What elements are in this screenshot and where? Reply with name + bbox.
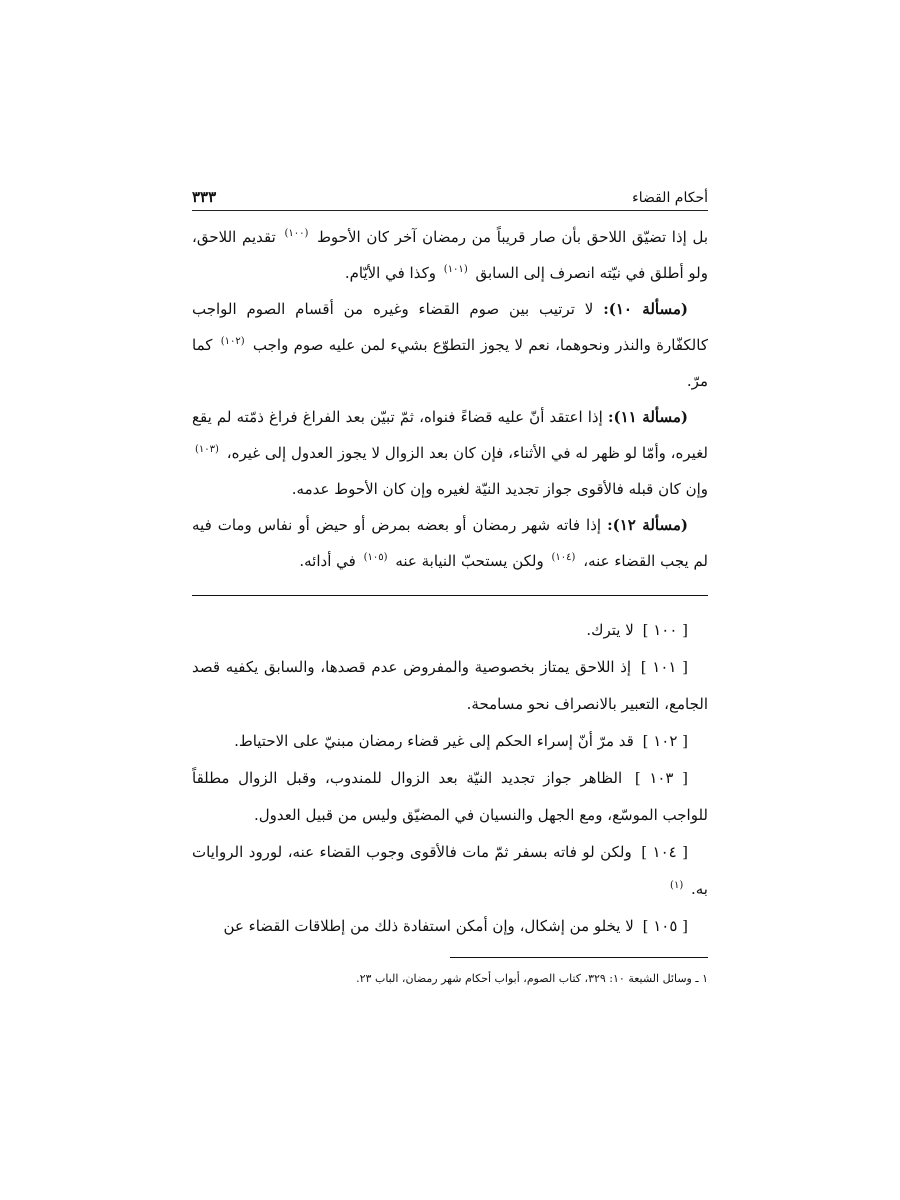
note-ref-105[interactable]: (١٠٥) bbox=[363, 552, 388, 563]
note-text: إذ اللاحق يمتاز بخصوصية والمفروض عدم قصدها، والسابق يكفيه قصد الجامع، التعبير بالانصراف نحو مسامحة. bbox=[192, 658, 708, 713]
question-12-label: (مسألة ١٢): bbox=[607, 516, 688, 534]
question-11 bbox=[192, 399, 708, 507]
footnote-ref-1[interactable]: (١) bbox=[670, 880, 684, 891]
book-page bbox=[192, 180, 708, 988]
note-text: ولكن لو فاته بسفر ثمّ مات فالأقوى وجوب القضاء عنه، لورود الروايات به. bbox=[192, 843, 708, 898]
footnote-divider bbox=[450, 957, 708, 958]
note-102 bbox=[192, 723, 708, 760]
page-number: ٣٣٣ bbox=[192, 188, 217, 206]
note-number: [ ١٠٠ ] bbox=[642, 621, 688, 639]
question-10-label: (مسألة ١٠): bbox=[603, 300, 688, 318]
note-number: [ ١٠٢ ] bbox=[642, 732, 688, 750]
note-103 bbox=[192, 760, 708, 834]
note-text: الظاهر جواز تجديد النيّة بعد الزوال للمندوب، وقبل الزوال مطلقاً للواجب الموسّع، ومع الجهل والنسيان في المضيّق وليس من قبيل العدول. bbox=[192, 769, 708, 824]
commentary-notes bbox=[192, 612, 708, 945]
note-ref-103[interactable]: (١٠٣) bbox=[195, 444, 219, 455]
note-ref-104[interactable]: (١٠٤) bbox=[551, 552, 576, 563]
question-11-text-1: إذا اعتقد أنّ عليه قضاءً فنواه، ثمّ تبيّن بعد الفراغ فراغ ذمّته لم يقع لغيره، وأمّا لو ظهر له في الأثناء، فإن كان بعد الزوال لا يجوز العدول إلى غيره، bbox=[192, 408, 708, 462]
note-105 bbox=[192, 908, 708, 945]
note-104 bbox=[192, 834, 708, 908]
note-100 bbox=[192, 612, 708, 649]
intro-text-1: بل إذا تضيّق اللاحق بأن صار قريباً من رمضان آخر كان الأحوط bbox=[317, 228, 708, 246]
note-ref-100[interactable]: (١٠٠) bbox=[284, 228, 309, 239]
intro-text-3: وكذا في الأيّام. bbox=[344, 264, 436, 282]
note-number: [ ١٠٥ ] bbox=[642, 917, 688, 935]
note-number: [ ١٠٣ ] bbox=[634, 769, 688, 787]
notes-divider bbox=[192, 595, 708, 596]
note-text: قد مرّ أنّ إسراء الحكم إلى غير قضاء رمضان مبنيّ على الاحتياط. bbox=[234, 732, 634, 750]
chapter-title: أحكام القضاء bbox=[632, 190, 708, 206]
intro-text-2: تقديم اللاحق، ولو أطلق في نيّته انصرف إلى السابق bbox=[192, 228, 708, 282]
intro-paragraph bbox=[192, 219, 708, 291]
question-11-label: (مسألة ١١): bbox=[607, 408, 689, 426]
note-text: لا يترك. bbox=[586, 621, 634, 639]
question-10-text-1: لا ترتيب بين صوم القضاء وغيره من أقسام الصوم الواجب كالكفّارة والنذر ونحوهما، نعم لا يجوز التطوّع بشيء لمن عليه صوم واجب bbox=[192, 300, 708, 354]
question-12-text-3: في أدائه. bbox=[299, 552, 356, 570]
question-11-text-2: وإن كان قبله فالأقوى جواز تجديد النيّة لغيره وإن كان الأحوط عدمه. bbox=[291, 480, 708, 498]
note-ref-101[interactable]: (١٠١) bbox=[443, 264, 468, 275]
question-10 bbox=[192, 291, 708, 399]
question-10-text-2: كما مرّ. bbox=[192, 336, 708, 390]
main-text bbox=[192, 219, 708, 579]
source-footnote: ١ ـ وسائل الشيعة ١٠: ٣٢٩، كتاب الصوم، أبواب أحكام شهر رمضان، الباب ٢٣. bbox=[356, 972, 708, 985]
question-12-text-1: إذا فاته شهر رمضان أو بعضه بمرض أو حيض أو نفاس ومات فيه لم يجب القضاء عنه، bbox=[192, 516, 708, 570]
running-header bbox=[192, 180, 708, 211]
question-12-text-2: ولكن يستحبّ النيابة عنه bbox=[395, 552, 544, 570]
note-101 bbox=[192, 649, 708, 723]
note-text: لا يخلو من إشكال، وإن أمكن استفادة ذلك من إطلاقات القضاء عن bbox=[223, 917, 634, 935]
note-number: [ ١٠٤ ] bbox=[641, 843, 689, 861]
note-ref-102[interactable]: (١٠٢) bbox=[220, 336, 245, 347]
note-number: [ ١٠١ ] bbox=[640, 658, 688, 676]
question-12 bbox=[192, 507, 708, 579]
